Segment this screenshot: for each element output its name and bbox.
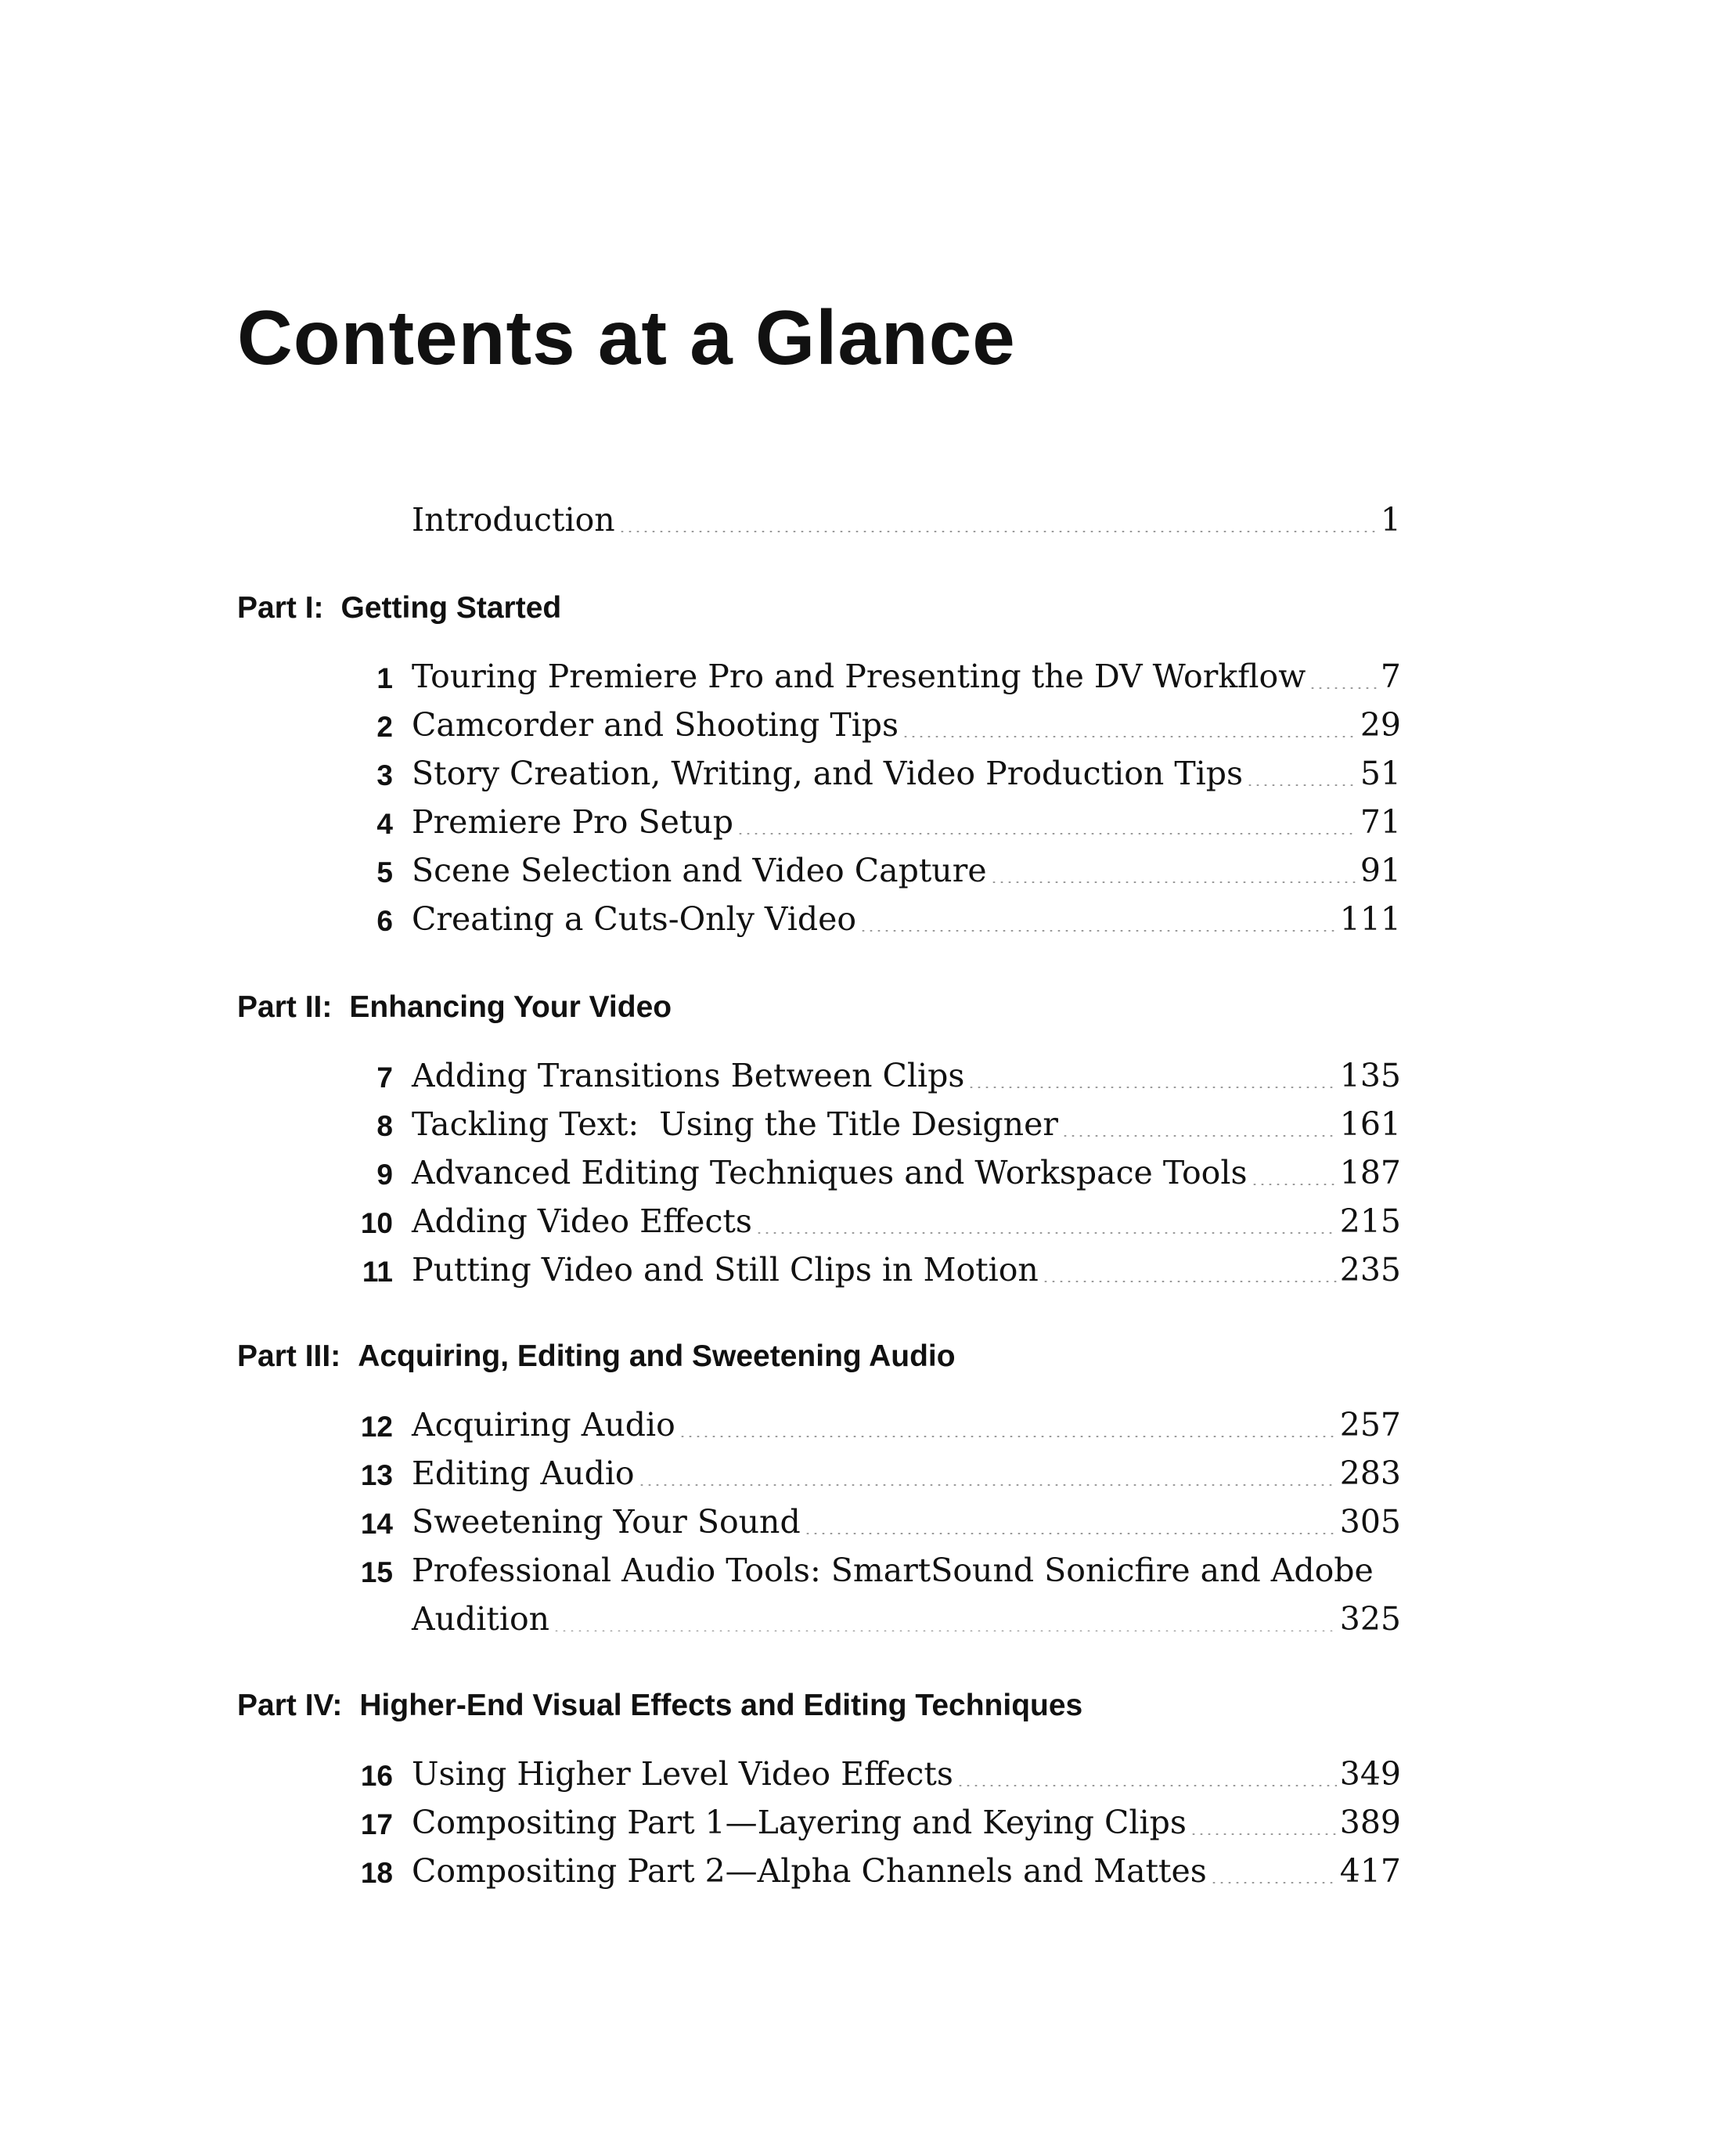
page-number: 7 xyxy=(1380,658,1401,695)
page-number: 71 xyxy=(1360,803,1401,841)
entry-title: Scene Selection and Video Capture xyxy=(412,852,987,889)
part-heading-1 xyxy=(237,589,561,628)
toc-entry-chapter-6[interactable] xyxy=(235,896,1401,943)
toc-entry-chapter-7[interactable] xyxy=(235,1052,1401,1099)
page-number: 161 xyxy=(1339,1105,1401,1143)
page-number: 325 xyxy=(1339,1600,1401,1638)
entry-title: Compositing Part 1—Layering and Keying Clips xyxy=(412,1804,1187,1841)
entry-title: Sweetening Your Sound xyxy=(412,1503,801,1541)
toc-entry-chapter-15-continued[interactable] xyxy=(412,1595,1401,1642)
toc-entry-chapter-10[interactable] xyxy=(235,1198,1401,1245)
page-number: 135 xyxy=(1339,1057,1401,1094)
chapter-number: 13 xyxy=(360,1459,393,1491)
chapter-number: 7 xyxy=(376,1062,393,1094)
chapter-number: 10 xyxy=(360,1207,393,1239)
toc-entry-chapter-17[interactable] xyxy=(235,1799,1401,1846)
entry-title: Camcorder and Shooting Tips xyxy=(412,706,899,744)
entry-title-continued: Audition xyxy=(412,1600,550,1638)
toc-entry-chapter-12[interactable] xyxy=(235,1401,1401,1448)
chapter-number: 1 xyxy=(376,662,393,694)
entry-title: Story Creation, Writing, and Video Production Tips xyxy=(412,755,1244,792)
entry-title: Tackling Text: Using the Title Designer xyxy=(412,1105,1058,1143)
chapter-number: 4 xyxy=(376,808,393,840)
page-number: 111 xyxy=(1339,900,1401,938)
dot-leader xyxy=(1246,784,1357,786)
dot-leader xyxy=(618,531,1378,532)
dot-leader xyxy=(1042,1281,1337,1282)
page-number: 389 xyxy=(1339,1804,1401,1841)
page-number: 91 xyxy=(1360,852,1401,889)
page-title: Contents at a Glance xyxy=(237,294,1016,380)
dot-leader xyxy=(679,1436,1337,1437)
chapter-number: 11 xyxy=(362,1256,393,1288)
dot-leader xyxy=(1210,1882,1337,1883)
entry-title: Acquiring Audio xyxy=(412,1406,675,1444)
page-number: 283 xyxy=(1339,1454,1401,1492)
toc-entry-chapter-18[interactable] xyxy=(235,1847,1401,1894)
entry-title: Adding Video Effects xyxy=(412,1202,752,1240)
chapter-number: 2 xyxy=(376,711,393,743)
chapter-number: 8 xyxy=(376,1110,393,1142)
chapter-number: 16 xyxy=(360,1760,393,1792)
entry-title: Putting Video and Still Clips in Motion xyxy=(412,1251,1039,1289)
dot-leader xyxy=(804,1533,1337,1534)
entry-title: Introduction xyxy=(412,501,615,539)
page-number: 29 xyxy=(1360,706,1401,744)
part-heading-4 xyxy=(237,1686,1082,1725)
chapter-number: 5 xyxy=(376,856,393,889)
chapter-number: 9 xyxy=(376,1159,393,1191)
part-label: Part I: xyxy=(237,591,324,625)
toc-entry-chapter-13[interactable] xyxy=(235,1450,1401,1497)
chapter-number: 3 xyxy=(376,759,393,791)
part-title: Higher-End Visual Effects and Editing Techniques xyxy=(359,1689,1083,1722)
toc-entry-chapter-8[interactable] xyxy=(235,1101,1401,1148)
dot-leader xyxy=(1061,1135,1337,1137)
part-label: Part III: xyxy=(237,1339,341,1373)
toc-entry-chapter-3[interactable] xyxy=(235,750,1401,797)
entry-title: Using Higher Level Video Effects xyxy=(412,1755,953,1793)
part-label: Part IV: xyxy=(237,1689,343,1722)
chapter-number: 14 xyxy=(360,1508,393,1540)
chapter-number: 18 xyxy=(360,1857,393,1889)
toc-entry-chapter-2[interactable] xyxy=(235,701,1401,748)
toc-entry-chapter-4[interactable] xyxy=(235,798,1401,845)
dot-leader xyxy=(859,930,1337,932)
part-heading-3 xyxy=(237,1337,956,1376)
entry-title: Premiere Pro Setup xyxy=(412,803,733,841)
chapter-number: 17 xyxy=(360,1808,393,1840)
part-heading-2 xyxy=(237,988,672,1027)
chapter-number: 12 xyxy=(360,1411,393,1443)
part-title: Getting Started xyxy=(340,591,562,625)
page-number: 1 xyxy=(1380,501,1401,539)
chapter-number: 15 xyxy=(360,1556,393,1588)
toc-entry-chapter-15[interactable] xyxy=(235,1547,1401,1594)
entry-title: Editing Audio xyxy=(412,1454,635,1492)
dot-leader xyxy=(638,1484,1337,1486)
dot-leader xyxy=(1190,1833,1337,1835)
entry-title: Touring Premiere Pro and Presenting the DV Workflow xyxy=(412,658,1306,695)
toc-entry-chapter-1[interactable] xyxy=(235,653,1401,700)
dot-leader xyxy=(755,1232,1337,1234)
page-number: 417 xyxy=(1339,1852,1401,1890)
page-number: 215 xyxy=(1339,1202,1401,1240)
page-number: 235 xyxy=(1339,1251,1401,1289)
entry-title: Professional Audio Tools: SmartSound Sonicfire and Adobe xyxy=(412,1552,1374,1589)
dot-leader xyxy=(902,736,1357,737)
dot-leader xyxy=(967,1087,1336,1088)
chapter-number: 6 xyxy=(376,905,393,937)
entry-title: Advanced Editing Techniques and Workspace Tools xyxy=(412,1154,1248,1191)
dot-leader xyxy=(1251,1184,1337,1185)
part-title: Enhancing Your Video xyxy=(349,990,672,1024)
page-number: 51 xyxy=(1360,755,1401,792)
entry-title: Compositing Part 2—Alpha Channels and Mattes xyxy=(412,1852,1207,1890)
dot-leader xyxy=(1309,687,1378,689)
toc-entry-introduction[interactable] xyxy=(235,496,1401,543)
dot-leader xyxy=(553,1630,1337,1631)
toc-entry-chapter-16[interactable] xyxy=(235,1750,1401,1797)
entry-title: Adding Transitions Between Clips xyxy=(412,1057,965,1094)
toc-entry-chapter-9[interactable] xyxy=(235,1149,1401,1196)
entry-title: Creating a Cuts-Only Video xyxy=(412,900,857,938)
toc-entry-chapter-11[interactable] xyxy=(235,1246,1401,1293)
page-number: 305 xyxy=(1339,1503,1401,1541)
dot-leader xyxy=(956,1785,1337,1786)
dot-leader xyxy=(990,881,1357,883)
toc-entry-chapter-5[interactable] xyxy=(235,847,1401,894)
toc-entry-chapter-14[interactable] xyxy=(235,1498,1401,1545)
part-title: Acquiring, Editing and Sweetening Audio xyxy=(358,1339,956,1373)
page-number: 349 xyxy=(1339,1755,1401,1793)
page-number: 257 xyxy=(1339,1406,1401,1444)
page-number: 187 xyxy=(1339,1154,1401,1191)
part-label: Part II: xyxy=(237,990,333,1024)
dot-leader xyxy=(737,833,1357,834)
